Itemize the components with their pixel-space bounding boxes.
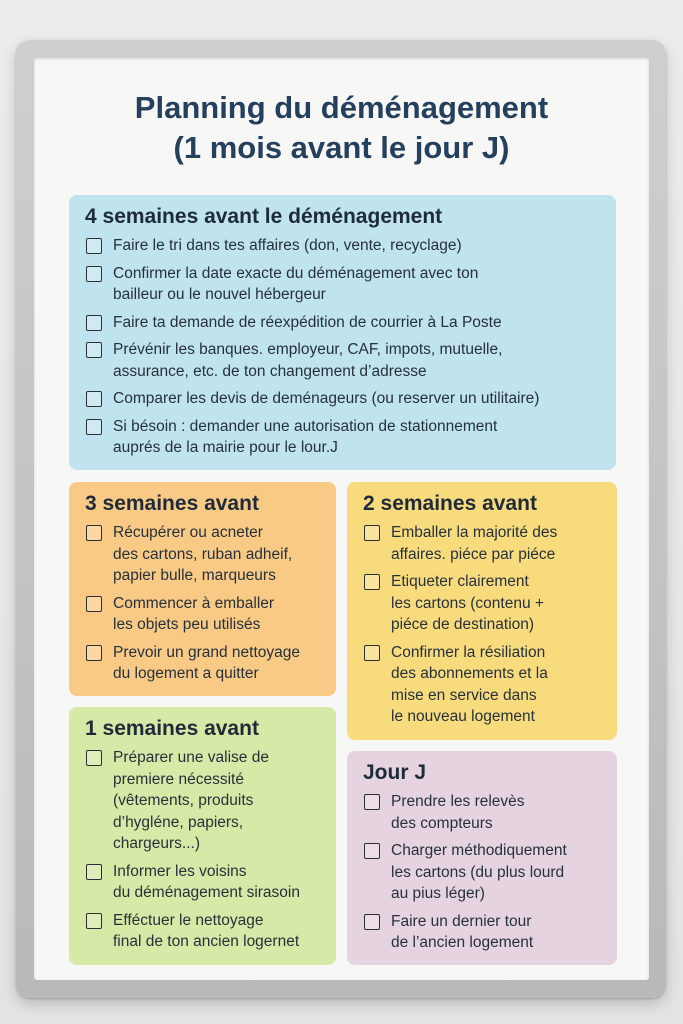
checkbox-icon[interactable] (364, 525, 380, 541)
title-line-2: (1 mois avant le jour J) (173, 130, 510, 165)
checklist-item-line: les cartons (contenu + (391, 594, 544, 612)
checklist-item[interactable] (85, 339, 602, 382)
checkbox-icon[interactable] (86, 645, 102, 661)
checkbox-icon[interactable] (86, 525, 102, 541)
checklist-item-line: les cartons (du plus lourd (391, 863, 565, 881)
checklist-item[interactable] (85, 416, 602, 459)
checklist-item-text (113, 593, 274, 636)
checklist-item[interactable] (85, 593, 322, 636)
checklist-item-line: final de ton ancien logernet (113, 933, 300, 950)
card-heading: 4 semaines avant le déménagement (85, 205, 443, 228)
checkbox-icon[interactable] (86, 864, 102, 880)
card-4-weeks (69, 195, 616, 470)
checklist-item-line: Préparer une valise de (113, 749, 269, 766)
checklist-item-text (113, 747, 269, 855)
checkbox-icon[interactable] (364, 843, 380, 859)
checklist-item-line: Prévénir les banques. employeur, CAF, impots, mutuelle, (113, 341, 503, 358)
checklist-item-line: Charger méthodiquement (391, 842, 567, 859)
checklist (85, 235, 602, 459)
checklist-item-text (113, 312, 502, 334)
checklist-item[interactable] (363, 791, 603, 834)
page-title (34, 88, 649, 168)
checklist-item[interactable] (85, 642, 322, 685)
checkbox-icon[interactable] (364, 914, 380, 930)
checklist-item-line: premiere nécessité (113, 770, 244, 788)
checklist-item-text (391, 791, 525, 834)
checklist-item-line: au pius léger) (391, 885, 485, 902)
checklist-item-line: des compteurs (391, 814, 493, 832)
checklist-item-line: le nouveau logement (391, 708, 535, 725)
checklist-item[interactable] (363, 522, 603, 565)
checklist-item-text (113, 522, 292, 587)
card-1-week (69, 707, 336, 965)
card-heading: 3 semaines avant (85, 492, 259, 515)
checklist-item[interactable] (85, 235, 602, 257)
checklist-item-line: Prendre les relevès (391, 793, 525, 810)
checklist-item-text (113, 642, 300, 685)
checklist-item-line: chargeurs...) (113, 835, 201, 852)
checkbox-icon[interactable] (364, 645, 380, 661)
checklist-item-line: bailleur ou le nouvel hébergeur (113, 286, 326, 303)
checklist-item-line: Faire un dernier tour (391, 912, 532, 930)
checklist-item[interactable] (363, 911, 603, 954)
checklist-item-text (113, 910, 299, 953)
checklist-item-line: Prevoir un grand nettoyage (113, 643, 300, 661)
checklist-item-line: Récupérer ou acneter (113, 524, 263, 541)
checklist-item[interactable] (85, 910, 322, 953)
checkbox-icon[interactable] (86, 342, 102, 358)
checklist-item-line: du déménagement sirasoin (113, 884, 300, 901)
checklist-item-line: assurance, etc. de ton changement d’adresse (113, 362, 427, 380)
checkbox-icon[interactable] (86, 750, 102, 766)
checkbox-icon[interactable] (86, 419, 102, 435)
checklist-item-text (113, 339, 502, 382)
checklist-item[interactable] (363, 571, 603, 636)
checklist-item-text (113, 861, 300, 904)
checklist-item-line: auprés de la mairie pour le lour.J (113, 439, 338, 456)
checkbox-icon[interactable] (86, 913, 102, 929)
checklist (85, 522, 322, 685)
checklist-item-line: d’hygléne, papiers, (113, 813, 244, 831)
checklist-item[interactable] (85, 861, 322, 904)
checklist-item[interactable] (85, 263, 602, 306)
checklist-item-line: mise en service dans (391, 686, 537, 704)
checkbox-icon[interactable] (86, 391, 102, 407)
checklist-item-text (391, 571, 544, 636)
checkbox-icon[interactable] (86, 238, 102, 254)
checklist-item-text (391, 642, 548, 728)
checklist-item[interactable] (85, 522, 322, 587)
checkbox-icon[interactable] (86, 596, 102, 612)
checklist-item-line: Si bésoin : demander une autorisation de stationnement (113, 417, 498, 435)
checkbox-icon[interactable] (364, 574, 380, 590)
checklist-item[interactable] (85, 388, 602, 410)
checklist-item[interactable] (85, 312, 602, 334)
checklist-item-line: Informer les voisins (113, 862, 247, 880)
checklist-item-line: Comparer les devis de deménageurs (ou reserver un utilitaire) (113, 390, 540, 407)
checklist-item-line: Emballer la majorité des (391, 524, 558, 541)
checkbox-icon[interactable] (364, 794, 380, 810)
card-heading: Jour J (363, 761, 427, 784)
title-line-1: Planning du déménagement (134, 90, 549, 125)
checklist-item-line: Faire ta demande de réexpédition de courrier à La Poste (113, 313, 502, 331)
card-3-weeks (69, 482, 336, 696)
checklist (85, 747, 322, 953)
checklist-item-line: du logement a quitter (113, 665, 259, 682)
checklist-item-line: des abonnements et la (391, 665, 548, 682)
checklist-item-text (391, 911, 533, 954)
checkbox-icon[interactable] (86, 315, 102, 331)
checklist-item-text (391, 522, 557, 565)
card-day-j (347, 751, 617, 965)
checklist-item-line: papier bulle, marqueurs (113, 567, 276, 584)
card-heading: 2 semaines avant (363, 492, 537, 515)
card-2-weeks (347, 482, 617, 740)
checkbox-icon[interactable] (86, 266, 102, 282)
checklist-item-text (113, 263, 478, 306)
checklist-item-text (113, 235, 462, 257)
checklist-item-line: Etiqueter clairement (391, 573, 529, 590)
checklist-item-line: piéce de destination) (391, 616, 535, 633)
card-heading: 1 semaines avant (85, 717, 259, 740)
checklist-item-line: affaires. piéce par piéce (391, 545, 556, 563)
checklist-item-line: les objets peu utilisés (113, 616, 261, 633)
checklist-item-line: (vêtements, produits (113, 792, 254, 809)
checklist-item-line: Faire le tri dans tes affaires (don, vente, recyclage) (113, 237, 462, 254)
checklist-item[interactable] (363, 642, 603, 728)
checklist-item-line: Confirmer la date exacte du déménagement avec ton (113, 264, 479, 282)
checklist-item-text (391, 840, 567, 905)
checklist-item-line: Commencer à emballer (113, 594, 275, 612)
checklist-item-line: Efféctuer le nettoyage (113, 911, 264, 929)
checklist-item-text (113, 388, 539, 410)
checklist-item-line: des cartons, ruban adheif, (113, 545, 293, 563)
checklist-item-line: Confirmer la résiliation (391, 643, 546, 661)
checklist (363, 791, 603, 954)
checklist-item[interactable] (85, 747, 322, 855)
checklist (363, 522, 603, 728)
checklist-item[interactable] (363, 840, 603, 905)
checklist-item-line: de l’ancien logement (391, 934, 534, 951)
checklist-item-text (113, 416, 497, 459)
